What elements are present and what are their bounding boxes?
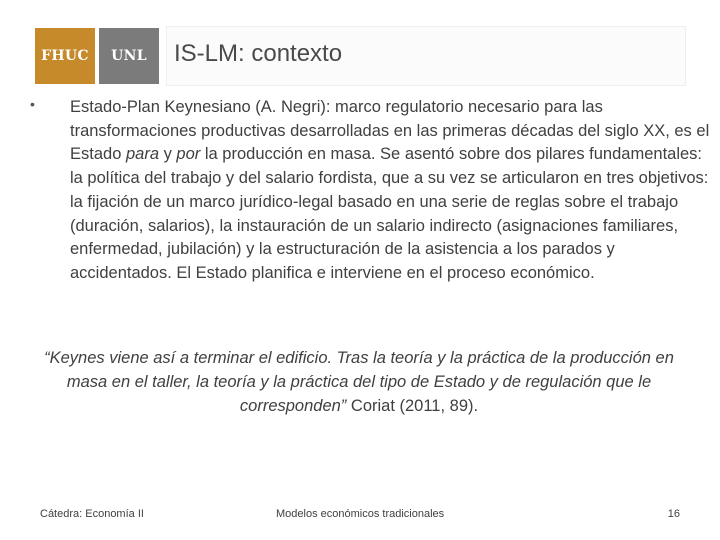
quote-citation: Coriat (2011, 89).: [346, 397, 479, 415]
bullet-emphasis-por: por: [176, 145, 201, 164]
bullet-text-part-3: la producción en masa. Se asentó sobre dos pilares fundamentales: la política del trabajo y del salario fordista, que a su vez se articularon en tres objetivos: la fijación de un marco jurídico-legal basado en una serie de reglas sobre el trabajo (duración, salarios), la instauración de un salario indirecto (asignaciones familiares, enfermedad, jubilación) y la estructuración de la asistencia a los parados y accidentados. El Estado planifica e interviene en el proceso económico.: [70, 145, 709, 282]
footer-page-number: 16: [667, 508, 680, 520]
quote-block: [36, 346, 682, 418]
fhuc-logo-text: FHUC: [41, 48, 89, 64]
bullet-emphasis-para: para: [125, 145, 159, 164]
quote-text: “Keynes viene así a terminar el edificio. Tras la teoría y la práctica de la producción en masa en el taller, la teoría y la práctica del tipo de Estado y de regulación que le corresponden”: [44, 349, 674, 415]
bullet-text: [70, 96, 710, 286]
footer-course: Cátedra: Economía II: [40, 508, 144, 520]
bullet-dot-icon: •: [30, 96, 35, 112]
unl-logo-text: UNL: [111, 48, 147, 64]
unl-logo: [99, 28, 159, 84]
fhuc-logo: [35, 28, 95, 84]
slide-title: IS-LM: contexto: [174, 40, 343, 67]
footer-topic: Modelos económicos tradicionales: [276, 508, 445, 520]
bullet-text-part-2: y: [159, 145, 177, 164]
bullet-text-part-1: Estado-Plan Keynesiano (A. Negri): marco regulatorio necesario para las transformaciones productivas desarrolladas en las primeras décadas del siglo XX, es el Estado: [70, 98, 710, 164]
